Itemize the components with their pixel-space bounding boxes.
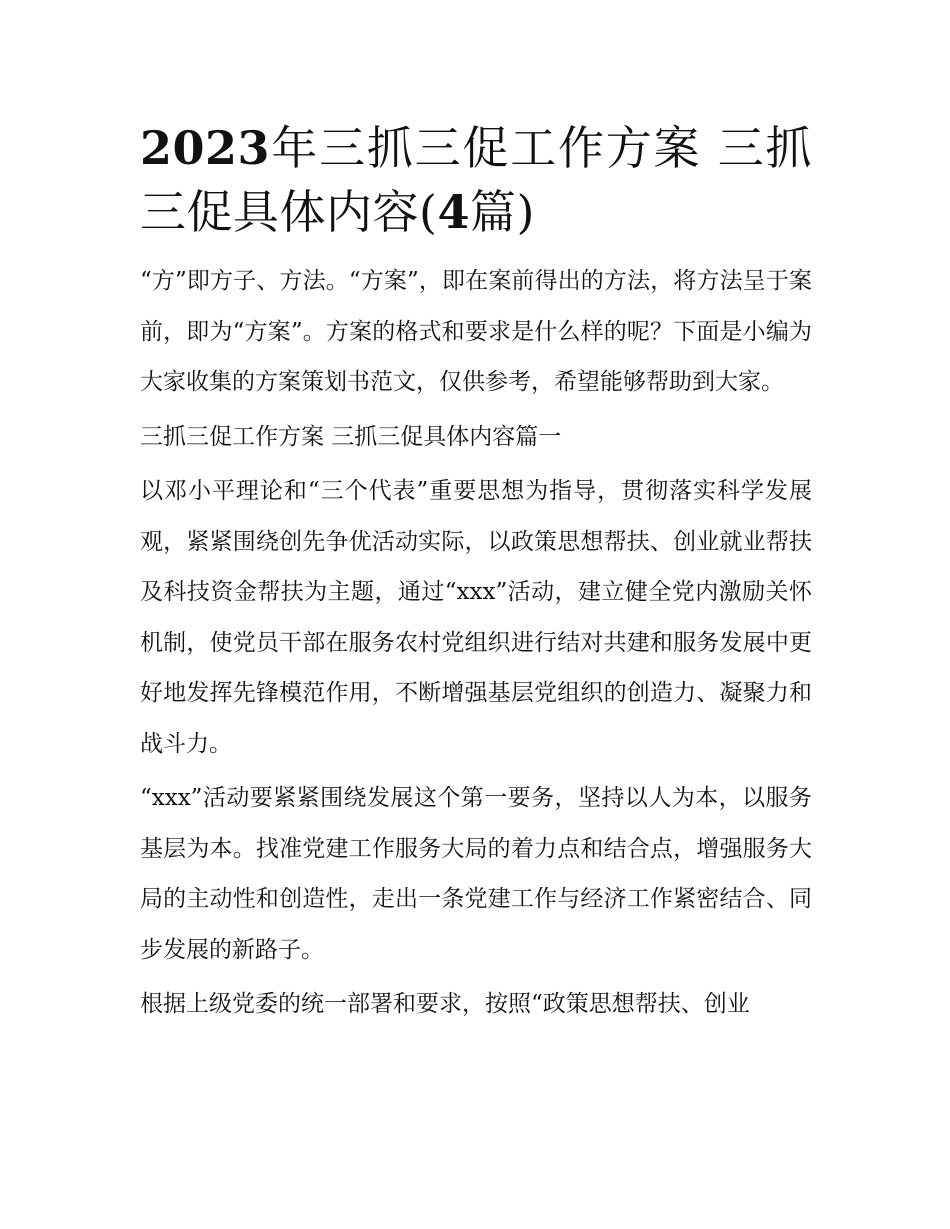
body-paragraph-3: 根据上级党委的统一部署和要求，按照“政策思想帮扶、创业: [140, 991, 750, 1017]
title-text-part-1: 年三抓三促工作方案 三抓三促具体内容(: [140, 121, 812, 239]
title-count: 4: [437, 185, 470, 239]
document-title: [140, 116, 812, 244]
body-paragraph-1: 以邓小平理论和“三个代表”重要思想为指导，贯彻落实科学发展观，紧紧围绕创先争优活动实际，以政策思想帮扶、创业就业帮扶及科技资金帮扶为主题，通过“xxx”活动，建立健全党内激励关怀机制，使党员干部在服务农村党组织进行结对共建和服务发展中更好地发挥先锋模范作用，不断增强基层党组织的创造力、凝聚力和战斗力。: [140, 478, 812, 757]
title-year: 2023: [140, 121, 271, 175]
body-paragraph-2: “xxx”活动要紧紧围绕发展这个第一要务，坚持以人为本，以服务基层为本。找准党建工作服务大局的着力点和结合点，增强服务大局的主动性和创造性，走出一条党建工作与经济工作紧密结合、同步发展的新路子。: [140, 785, 812, 963]
title-text-part-2: 篇): [469, 185, 535, 239]
document-page: [140, 116, 812, 1034]
intro-paragraph: “方”即方子、方法。“方案”，即在案前得出的方法，将方法呈于案前，即为“方案”。方案的格式和要求是什么样的呢？下面是小编为大家收集的方案策划书范文，仅供参考，希望能够帮助到大家。: [140, 268, 812, 395]
section-heading: 三抓三促工作方案 三抓三促具体内容篇一: [140, 423, 562, 450]
